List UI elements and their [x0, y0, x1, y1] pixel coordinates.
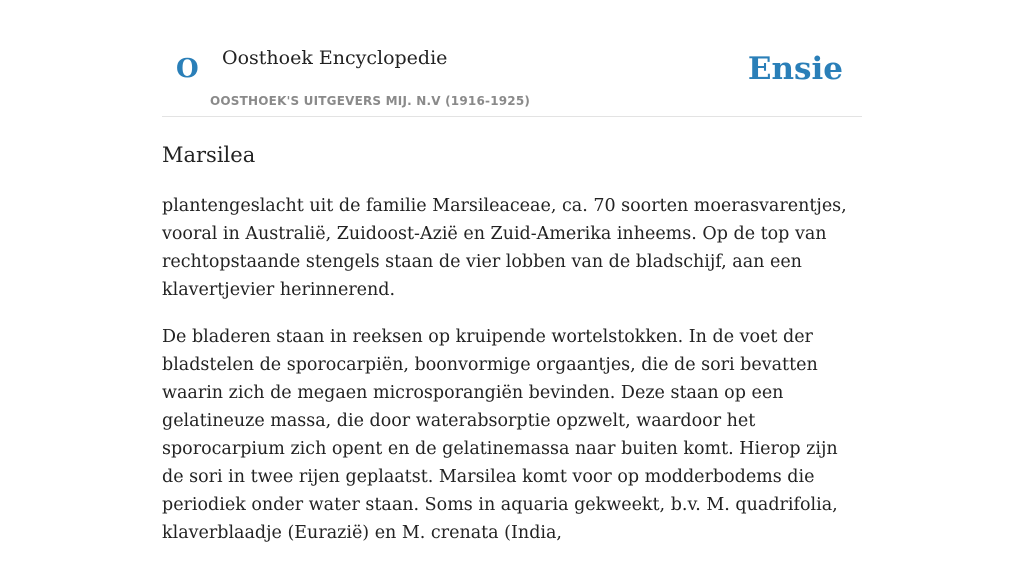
- logo-icon[interactable]: O: [176, 54, 199, 84]
- article-body: [162, 192, 862, 566]
- article-paragraph: De bladeren staan in reeksen op kruipende wortelstokken. In de voet der bladstelen de sporocarpiën, boonvormige orgaantjes, die de sori bevatten waarin zich de megaen microsporangiën bevinden. Deze staan op een gelatineuze massa, die door waterabsorptie opzwelt, waardoor het sporocarpium zich opent en de gelatinemassa naar buiten komt. Hierop zijn de sori in twee rijen geplaatst. Marsilea komt voor op modderbodems die periodiek onder water staan. Soms in aquaria gekweekt, b.v. M. quadrifolia, klaverblaadje (Eurazië) en M. crenata (India,: [162, 327, 838, 543]
- site-header: [162, 0, 862, 117]
- article-paragraph: plantengeslacht uit de familie Marsileaceae, ca. 70 soorten moerasvarentjes, vooral in Australië, Zuidoost-Azië en Zuid-Amerika inheems. Op de top van rechtopstaande stengels staan de vier lobben van de bladschijf, aan een klavertjevier herinnerend.: [162, 196, 847, 300]
- brand-logo-link[interactable]: Ensie: [747, 51, 843, 87]
- article-title: Marsilea: [162, 143, 256, 167]
- site-subtitle: OOSTHOEK'S UITGEVERS MIJ. N.V (1916-1925): [210, 94, 531, 108]
- site-title[interactable]: Oosthoek Encyclopedie: [222, 47, 448, 69]
